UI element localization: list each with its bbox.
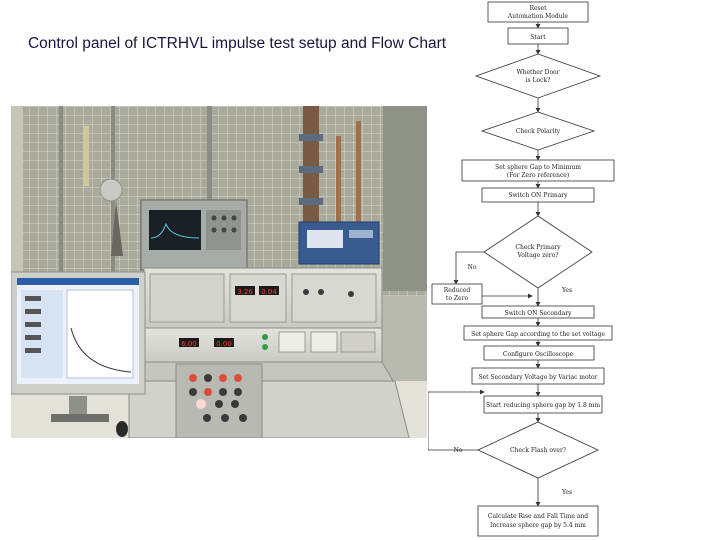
flowchart [428,0,720,540]
node-configure-oscilloscope: Configure Oscilloscope [502,351,574,358]
label-no-flash: No [453,447,463,454]
node-sphere-minimum: Set sphere Gap to Minimum [495,164,581,171]
node-switch-secondary: Switch ON Secondary [504,310,572,317]
slide-title: Control panel of ICTRHVL impulse test setup and Flow Chart [27,35,447,52]
node-door-check: Whether Door [516,69,560,76]
label-no-primary: No [467,264,477,271]
node-start: Start [530,34,546,41]
control-panel-photo [11,106,427,438]
panel-display-4: 0.00 [216,340,232,348]
node-reduced-line2: to Zero [445,295,469,302]
node-sphere-minimum-line2: (For Zero reference) [506,172,570,179]
node-secondary-voltage: Set Secondary Voltage by Variac motor [478,374,598,381]
label-yes-primary: Yes [561,287,573,294]
node-door-check-line2: is Lock? [525,77,551,84]
node-primary-check-line2: Voltage zero? [517,252,559,259]
node-reset-line2: Automation Module [507,13,569,20]
node-check-polarity: Check Polarity [515,128,561,135]
node-set-sphere-gap: Set sphere Gap according to the set voltage [471,331,605,338]
panel-display-3: 6.00 [181,340,197,348]
node-calculate: Calculate Rise and Fall Time and [487,513,589,520]
node-flash-check: Check Flash over? [509,447,567,454]
node-switch-primary: Switch ON Primary [508,192,568,199]
node-reset: Reset [529,5,547,12]
node-reduce-gap: Start reducing sphere gap by 1.8 mm [485,402,601,409]
node-primary-check: Check Primary [515,244,561,251]
node-calculate-line2: Increase sphere gap by 5.4 mm [490,522,586,529]
panel-display-2: 0.04 [261,288,277,296]
panel-display-1: 3.26 [237,288,253,296]
node-reduced: Reduced [443,287,471,294]
label-yes-flash: Yes [561,489,573,496]
